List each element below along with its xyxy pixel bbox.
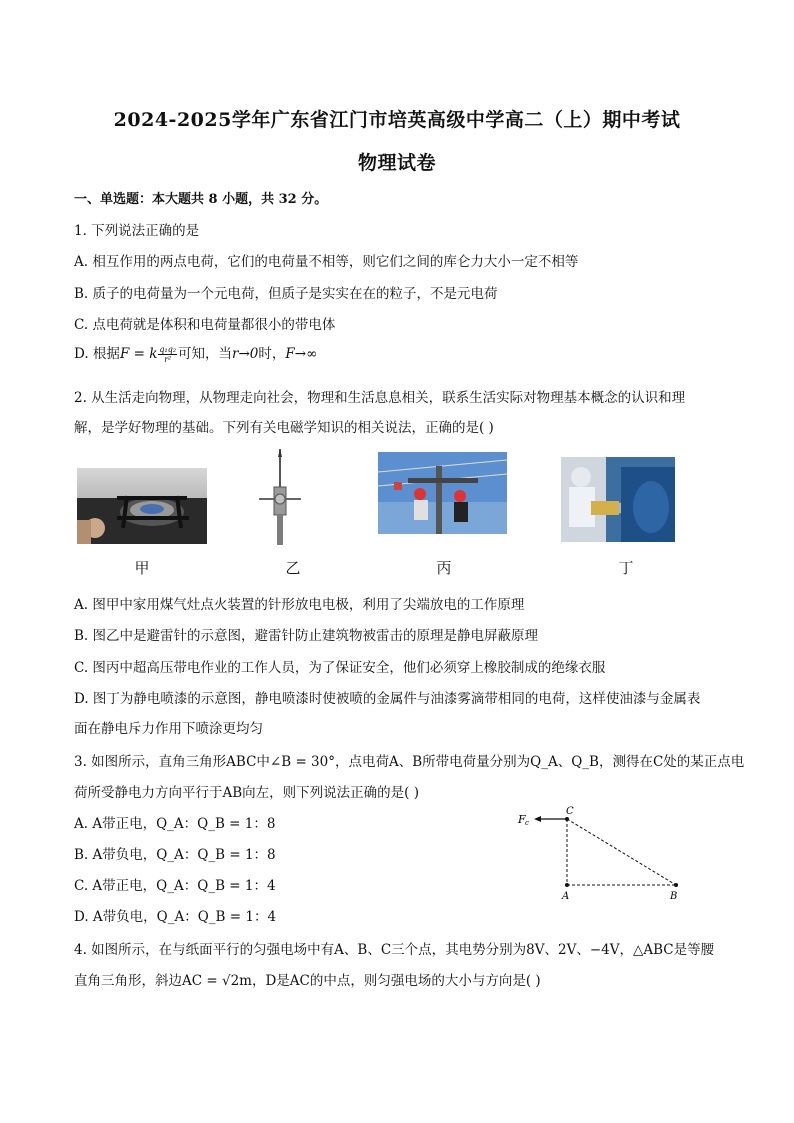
image-gas-stove <box>77 468 207 544</box>
label-a: A <box>562 891 570 902</box>
q1-d-prefix: D. 根据 <box>74 346 120 362</box>
lightning-rod-illustration <box>255 447 305 547</box>
q2-option-d-line1: D. 图丁为静电喷漆的示意图，静电喷漆时使被喷的金属件与油漆雾滴带相同的电荷，这样使油漆与金属表 <box>74 691 701 707</box>
gas-stove-illustration <box>77 468 207 544</box>
spray-painting-illustration <box>561 457 675 542</box>
q4-stem-line1: 4. 如图所示，在与纸面平行的匀强电场中有A、B、C三个点，其电势分别为8V、2V、−4V，△ABC是等腰 <box>74 942 715 958</box>
q1-d-mid2: 时， <box>258 346 286 362</box>
q2-stem-line2: 解，是学好物理的基础。下列有关电磁学知识的相关说法，正确的是( ) <box>74 420 494 436</box>
force-label: F <box>518 813 526 826</box>
section-heading: 一、单选题：本大题共 8 小题，共 32 分。 <box>74 192 328 207</box>
image-spray-painting <box>561 457 675 542</box>
image-high-voltage-work <box>378 452 507 534</box>
q3-option-a: A. A带正电，Q_A：Q_B = 1：8 <box>74 816 276 832</box>
force-arrow-head <box>534 816 541 822</box>
point-b <box>674 883 678 887</box>
q3-option-b: B. A带负电，Q_A：Q_B = 1：8 <box>74 847 276 863</box>
side-cb <box>567 819 676 885</box>
q1-option-c: C. 点电荷就是体积和电荷量都很小的带电体 <box>74 317 336 333</box>
q2-option-d-line2: 面在静电斥力作用下喷涂更均匀 <box>74 721 263 737</box>
q3-option-d: D. A带负电，Q_A：Q_B = 1：4 <box>74 909 277 925</box>
high-voltage-work-illustration <box>378 452 507 534</box>
caption-yi: 乙 <box>285 559 301 577</box>
caption-bing: 丙 <box>436 559 452 577</box>
q1-d-mid: 可知，当 <box>178 346 233 362</box>
label-c: C <box>566 806 574 817</box>
q2-option-a: A. 图甲中家用煤气灶点火装置的针形放电电极，利用了尖端放电的工作原理 <box>74 597 525 613</box>
q3-option-c: C. A带正电，Q_A：Q_B = 1：4 <box>74 878 276 894</box>
point-a <box>565 883 569 887</box>
label-b: B <box>670 891 678 902</box>
q1-d-formula: F = k <box>119 346 158 362</box>
q1-d-cond: r→0 <box>232 346 259 362</box>
caption-ding: 丁 <box>618 559 634 577</box>
exam-subtitle: 物理试卷 <box>357 152 436 174</box>
point-c <box>565 817 569 821</box>
force-label-sub: c <box>525 819 529 827</box>
q3-triangle-diagram <box>508 803 698 903</box>
image-lightning-rod <box>255 447 305 547</box>
q4-stem-line2: 直角三角形，斜边AC = √2m，D是AC的中点，则匀强电场的大小与方向是( ) <box>74 973 541 989</box>
q2-stem-line1: 2. 从生活走向物理，从物理走向社会，物理和生活息息相关，联系生活实际对物理基本概念的认识和理 <box>74 390 686 406</box>
q3-stem-line1: 3. 如图所示，直角三角形ABC中∠B = 30°，点电荷A、B所带电荷量分别为Q_A、Q_B，测得在C处的某正点电 <box>74 754 745 770</box>
exam-title: 2024-2025学年广东省江门市培英高级中学高二（上）期中考试 <box>113 109 681 131</box>
q1-option-d <box>74 342 317 364</box>
q1-stem: 1. 下列说法正确的是 <box>74 223 200 239</box>
q1-option-a: A. 相互作用的两点电荷，它们的电荷量不相等，则它们之间的库仑力大小一定不相等 <box>74 254 579 270</box>
caption-jia: 甲 <box>134 559 150 577</box>
q2-option-b: B. 图乙中是避雷针的示意图，避雷针防止建筑物被雷击的原理是静电屏蔽原理 <box>74 628 539 644</box>
q1-d-fraction <box>158 345 177 364</box>
q3-stem-line2: 荷所受静电力方向平行于AB向左，则下列说法正确的是( ) <box>74 785 419 801</box>
q1-option-b: B. 质子的电荷量为一个元电荷，但质子是实实在在的粒子，不是元电荷 <box>74 286 498 302</box>
q1-d-frac-den: r² <box>164 355 172 364</box>
q1-d-result: F→∞ <box>285 346 318 362</box>
q2-option-c: C. 图丙中超高压带电作业的工作人员，为了保证安全，他们必须穿上橡胶制成的绝缘衣服 <box>74 660 606 676</box>
q1-d-frac-num: q₁q₂ <box>159 345 177 354</box>
